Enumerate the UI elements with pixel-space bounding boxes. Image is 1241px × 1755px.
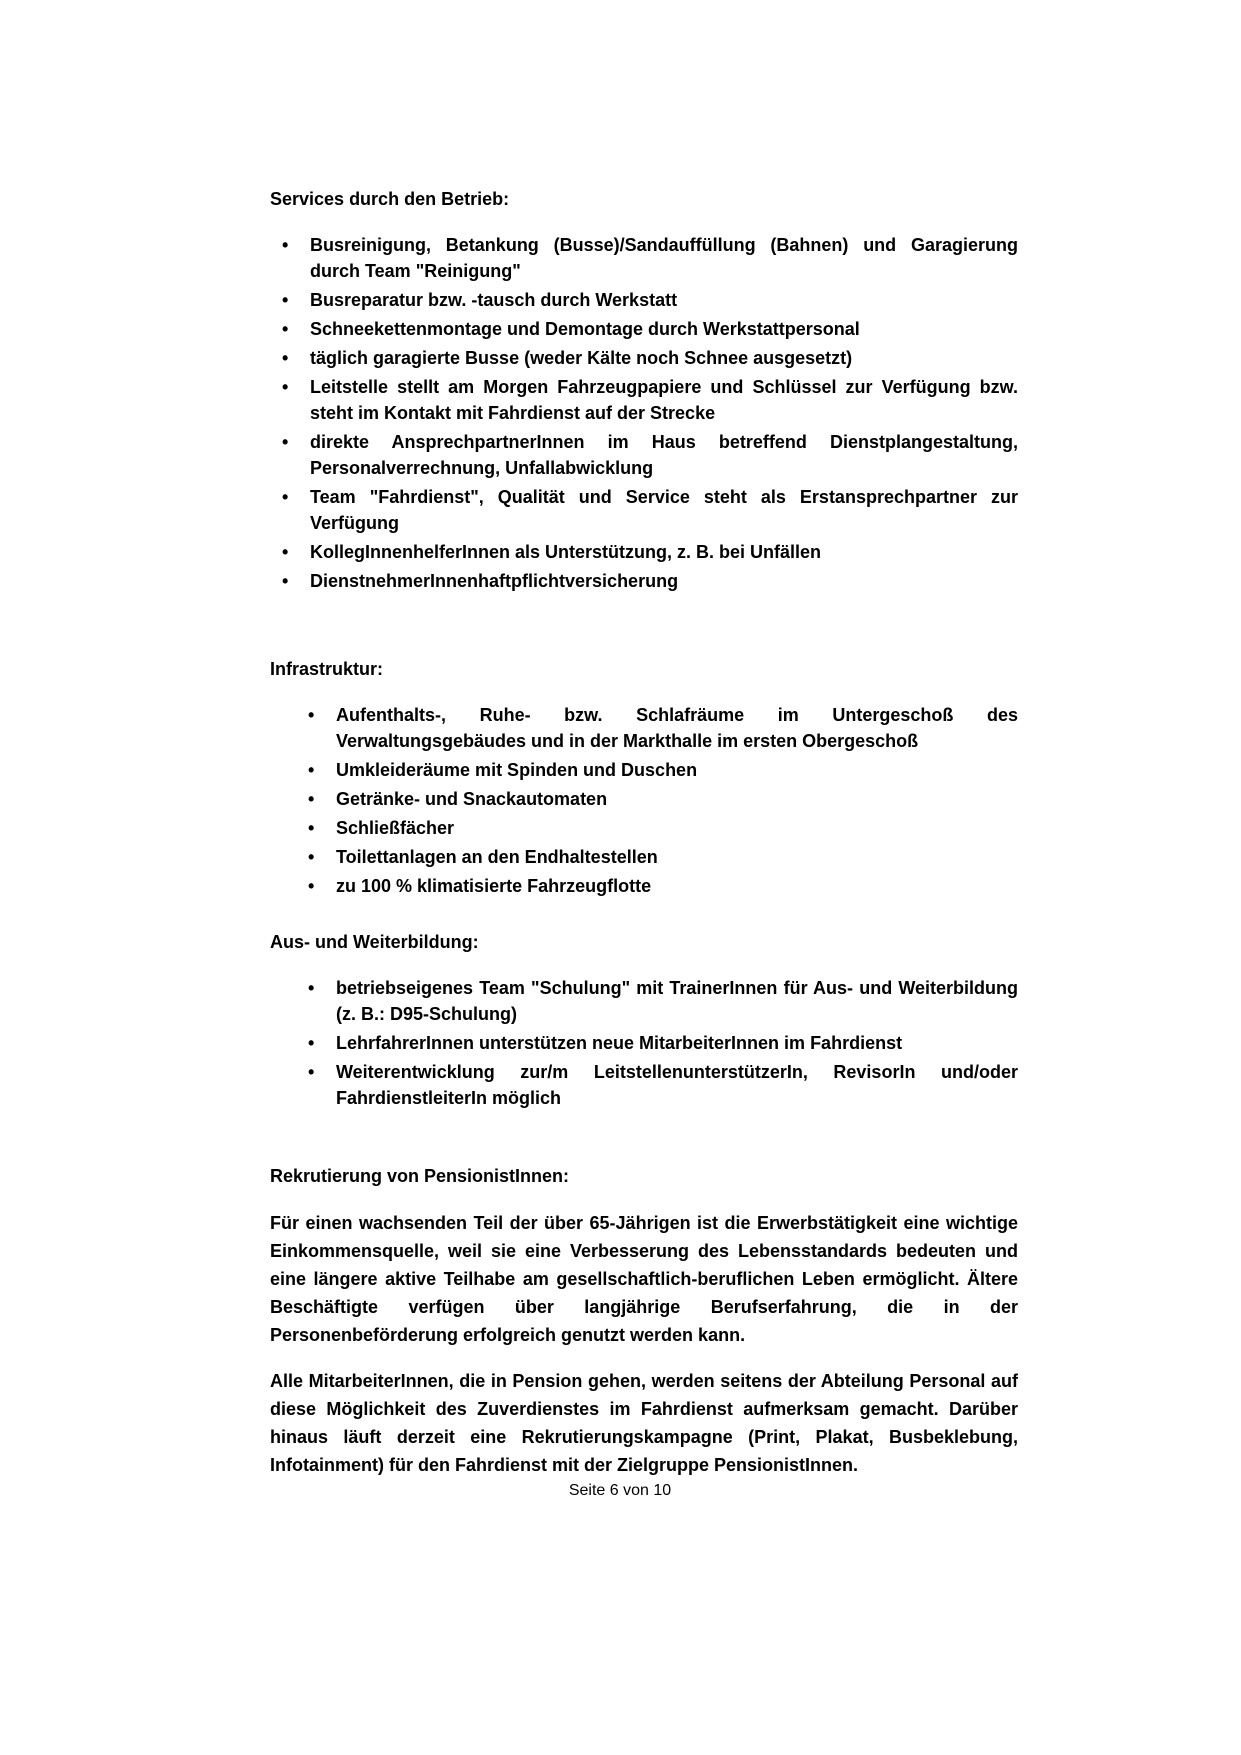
section-heading-recruiting: Rekrutierung von PensionistInnen: xyxy=(270,1166,570,1186)
list-item: • zu 100 % klimatisierte Fahrzeugflotte xyxy=(296,873,1018,899)
training-list xyxy=(296,975,1018,1111)
list-item: • DienstnehmerInnenhaftpflichtversicherung xyxy=(270,568,1018,594)
infrastructure-list xyxy=(296,702,1018,899)
recruiting-paragraph: Alle MitarbeiterInnen, die in Pension gehen, werden seitens der Abteilung Personal auf diese Möglichkeit des Zuverdienstes im Fahrdienst aufmerksam gemacht. Darüber hinaus läuft derzeit eine Rekrutierungskampagne (Print, Plakat, Busbeklebung, Infotainment) für den Fahrdienst mit der Zielgruppe PensionistInnen. xyxy=(270,1371,1018,1475)
list-item: • Team "Fahrdienst", Qualität und Service steht als Erstansprechpartner zur Verfügung xyxy=(270,484,1018,536)
list-item: • betriebseigenes Team "Schulung" mit TrainerInnen für Aus- und Weiterbildung (z. B.: D95-Schulung) xyxy=(296,975,1018,1027)
services-list xyxy=(270,232,1018,594)
page-footer: Seite 6 von 10 xyxy=(568,1482,672,1499)
section-heading-training: Aus- und Weiterbildung: xyxy=(270,932,479,952)
list-item: • Leitstelle stellt am Morgen Fahrzeugpapiere und Schlüssel zur Verfügung bzw. steht im Kontakt mit Fahrdienst auf der Strecke xyxy=(270,374,1018,426)
list-item: • Busreparatur bzw. -tausch durch Werkstatt xyxy=(270,287,1018,313)
section-heading-services: Services durch den Betrieb: xyxy=(270,189,510,209)
list-item: • direkte AnsprechpartnerInnen im Haus betreffend Dienstplangestaltung, Personalverrechnung, Unfallabwicklung xyxy=(270,429,1018,481)
recruiting-paragraph: Für einen wachsenden Teil der über 65-Jährigen ist die Erwerbstätigkeit eine wichtige Einkommensquelle, weil sie eine Verbesserung des Lebensstandards bedeuten und eine längere aktive Teilhabe am gesellschaftlich-beruflichen Leben ermöglicht. Ältere Beschäftigte verfügen über langjährige Berufserfahrung, die in der Personenbeförderung erfolgreich genutzt werden kann. xyxy=(270,1213,1018,1345)
list-item: • Umkleideräume mit Spinden und Duschen xyxy=(296,757,1018,783)
list-item: • Aufenthalts-, Ruhe- bzw. Schlafräume im Untergeschoß des Verwaltungsgebäudes und in der Markthalle im ersten Obergeschoß xyxy=(296,702,1018,754)
list-item: • täglich garagierte Busse (weder Kälte noch Schnee ausgesetzt) xyxy=(270,345,1018,371)
list-item: • Toilettanlagen an den Endhaltestellen xyxy=(296,844,1018,870)
list-item: • Busreinigung, Betankung (Busse)/Sandauffüllung (Bahnen) und Garagierung durch Team "Reinigung" xyxy=(270,232,1018,284)
page-content xyxy=(270,186,1018,1497)
list-item: • LehrfahrerInnen unterstützen neue MitarbeiterInnen im Fahrdienst xyxy=(296,1030,1018,1056)
list-item: • Schließfächer xyxy=(296,815,1018,841)
section-heading-infrastructure: Infrastruktur: xyxy=(270,659,384,679)
list-item: • Schneekettenmontage und Demontage durch Werkstattpersonal xyxy=(270,316,1018,342)
list-item: • Getränke- und Snackautomaten xyxy=(296,786,1018,812)
list-item: • KollegInnenhelferInnen als Unterstützung, z. B. bei Unfällen xyxy=(270,539,1018,565)
list-item: • Weiterentwicklung zur/m LeitstellenunterstützerIn, RevisorIn und/oder FahrdienstleiterIn möglich xyxy=(296,1059,1018,1111)
